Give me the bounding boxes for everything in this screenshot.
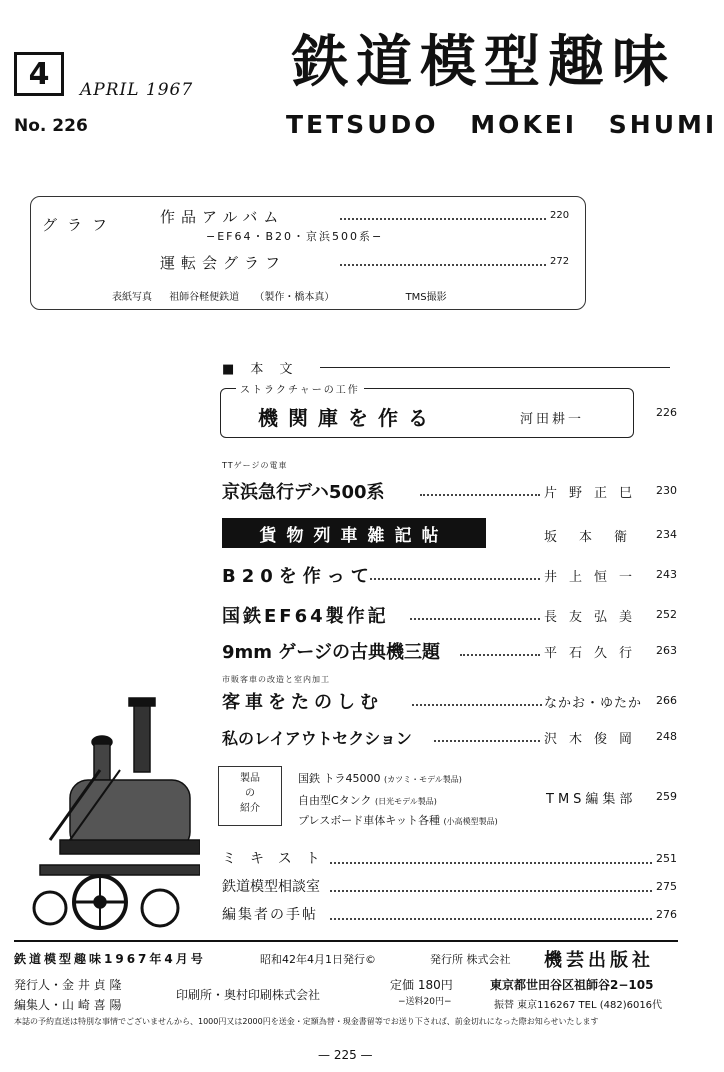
entry-title: B20を作って	[222, 566, 375, 587]
entry-author: 片野正巳	[544, 486, 645, 501]
misc-title: 鉄道模型相談室	[222, 879, 320, 895]
magazine-title-jp: 鉄道模型趣味	[292, 30, 676, 95]
issue-number-box: 4	[14, 52, 64, 96]
product-item	[298, 812, 498, 828]
footer-issue: 鉄道模型趣味1967年4月号	[14, 952, 206, 966]
structure-author: 河田耕一	[520, 412, 585, 427]
product-note: (カツミ・モデル製品)	[384, 775, 462, 784]
cover-title: 祖師谷軽便鉄道	[169, 292, 240, 303]
footer-publisher-label: 発行所 株式会社	[430, 953, 511, 966]
product-item	[298, 792, 437, 808]
entry-page: 252	[656, 608, 677, 621]
dot-leader	[330, 862, 652, 864]
dot-leader	[460, 654, 540, 656]
graph-item-title: 作品アルバム	[160, 208, 285, 226]
misc-title: ミキスト	[222, 851, 334, 867]
product-name: プレスボード車体キット各種	[298, 814, 441, 827]
misc-page: 251	[656, 852, 677, 865]
dot-leader	[340, 264, 546, 266]
graph-item-subtitle: −EF64・B20・京浜500系−	[206, 230, 384, 243]
footer-postage: −送料20円−	[398, 997, 452, 1007]
footer-account: 振替 東京116267 TEL (482)6016代	[494, 1000, 663, 1011]
footer-date: 昭和42年4月1日発行©	[260, 953, 376, 966]
footer-publisher-person: 発行人・金 井 貞 隆	[14, 978, 122, 992]
issue-date: APRIL 1967	[80, 80, 194, 100]
products-label-line: 製品	[240, 773, 260, 784]
entry-author: 長友弘美	[544, 610, 645, 625]
footer-printer: 印刷所・奥村印刷株式会社	[176, 988, 321, 1002]
cover-note: （製作・橋本真）	[254, 292, 335, 303]
entry-page: 234	[656, 528, 677, 541]
graph-item-page: 272	[550, 256, 570, 267]
entry-page: 263	[656, 644, 677, 657]
issue-no: No. 226	[14, 116, 88, 136]
misc-page: 276	[656, 908, 677, 921]
product-note: (日光モデル製品)	[374, 797, 437, 806]
entry-page: 230	[656, 484, 677, 497]
product-name: 自由型Cタンク	[298, 794, 372, 807]
footer-editor-person: 編集人・山 崎 喜 陽	[14, 998, 122, 1012]
cover-label: 表紙写真	[112, 292, 152, 303]
footer-rule	[14, 940, 678, 942]
footer-price: 定価 180円	[390, 978, 453, 992]
cover-photo-row	[112, 288, 447, 303]
misc-title: 編集者の手帖	[222, 907, 318, 923]
dot-leader	[412, 704, 542, 706]
dot-leader	[330, 890, 652, 892]
footer-address: 東京都世田谷区祖師谷2−105	[490, 978, 654, 992]
dot-leader	[420, 494, 540, 496]
structure-title: 機関庫を作る	[258, 406, 438, 430]
product-item	[298, 770, 462, 786]
entry-kicker: TTゲージの電車	[222, 461, 288, 470]
entry-page: 248	[656, 730, 677, 743]
graph-item-title: 運転会グラフ	[160, 254, 287, 272]
products-label	[224, 771, 276, 816]
locomotive-illustration	[30, 690, 200, 940]
products-label-line: の	[245, 788, 255, 799]
entry-title: 客車をたのしむ	[222, 692, 383, 713]
dot-leader	[330, 918, 652, 920]
page-number: — 225 —	[318, 1048, 373, 1062]
entry-author: 井上恒一	[544, 570, 645, 585]
product-note: (小高模型製品)	[443, 817, 498, 826]
dot-leader	[340, 218, 546, 220]
entry-kicker: 市販客車の改造と室内加工	[222, 675, 330, 684]
structure-page: 226	[656, 406, 677, 419]
products-author: TMS編集部	[546, 792, 637, 807]
entry-author: 坂本衛	[544, 530, 650, 545]
graph-label: グラフ	[42, 216, 118, 234]
footer-notice: 本誌の予約直送は特別な事情でございませんから、1000円又は2000円を送金・定額為替・現金書留等でお送り下されば、前金切れになった際お知らせいたします	[14, 1017, 599, 1026]
entry-author: なかお・ゆたか	[544, 696, 643, 711]
entry-author: 沢木俊岡	[544, 732, 645, 747]
entry-title-highlight: 貨物列車雑記帖	[222, 518, 486, 548]
product-name: 国鉄 トラ45000	[298, 772, 381, 785]
misc-page: 275	[656, 880, 677, 893]
graph-item-page: 220	[550, 210, 570, 221]
section-rule	[320, 367, 670, 368]
entry-title: 私のレイアウトセクション	[222, 729, 412, 748]
entry-author: 平石久行	[544, 646, 645, 661]
dot-leader	[434, 740, 540, 742]
dot-leader	[410, 618, 540, 620]
entry-page: 243	[656, 568, 677, 581]
footer-publisher: 機芸出版社	[544, 950, 654, 971]
structure-tag: ストラクチャーの工作	[236, 381, 364, 396]
dot-leader	[370, 578, 540, 580]
products-label-line: 紹介	[240, 803, 260, 814]
entry-title: 国鉄EF64製作記	[222, 606, 389, 627]
entry-title: 京浜急行デハ500系	[222, 482, 385, 503]
entry-page: 266	[656, 694, 677, 707]
cover-credit: TMS撮影	[405, 292, 447, 303]
magazine-title-en: TETSUDO MOKEI SHUMI	[286, 110, 718, 139]
products-page: 259	[656, 790, 677, 803]
section-head: ■ 本 文	[222, 362, 299, 377]
entry-title: 9mm ゲージの古典機三題	[222, 642, 440, 663]
